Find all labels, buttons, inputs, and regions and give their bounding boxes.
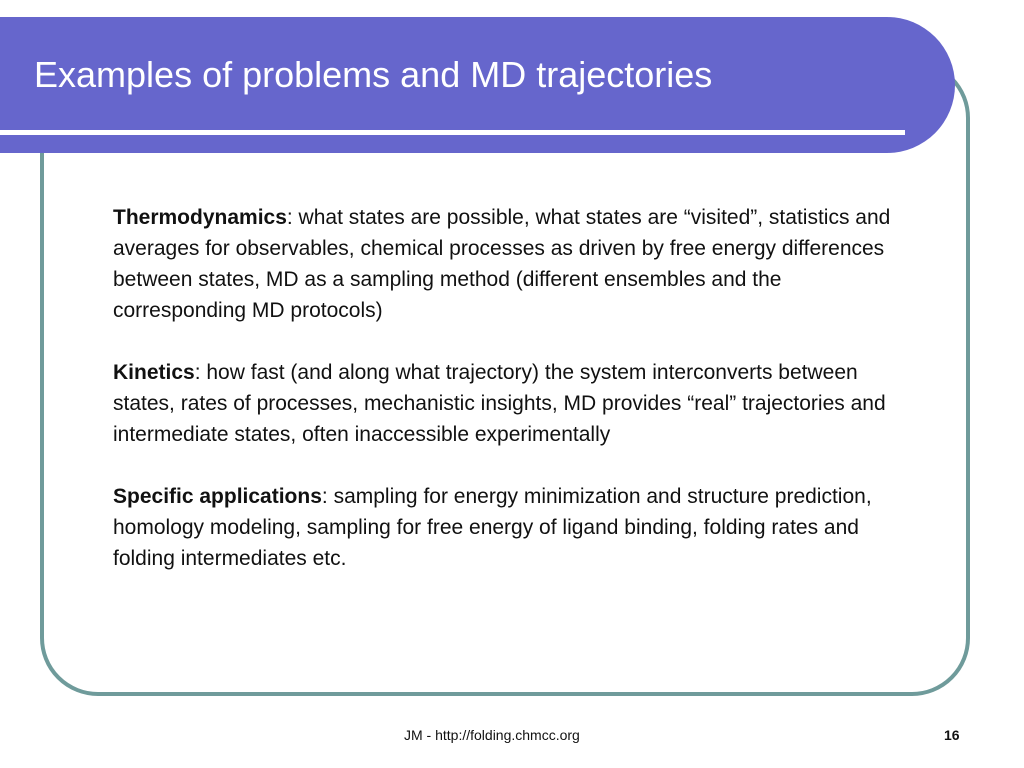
term-kinetics: Kinetics [113,361,195,384]
text-kinetics: : how fast (and along what trajectory) the system interconverts between states, rates of processes, mechanistic insights, MD provides “real” trajectories and intermediate states, often inaccessible experimentally [113,361,886,446]
text-specific-applications: : sampling for energy minimization and structure prediction, homology modeling, sampling for free energy of ligand binding, folding rates and folding intermediates etc. [113,485,872,570]
text-thermodynamics: : what states are possible, what states are “visited”, statistics and averages for observables, chemical processes as driven by free energy differences between states, MD as a sampling method (different ensembles and the corresponding MD protocols) [113,206,891,322]
paragraph-thermodynamics [113,202,893,326]
term-thermodynamics: Thermodynamics [113,206,287,229]
footer-text: JM - http://folding.chmcc.org [404,727,580,743]
paragraph-specific-applications [113,481,893,574]
slide-title: Examples of problems and MD trajectories [34,54,713,95]
term-specific-applications: Specific applications [113,485,322,508]
slide-body [113,202,893,574]
paragraph-kinetics [113,357,893,450]
title-divider [0,130,905,135]
page-number: 16 [944,727,960,743]
